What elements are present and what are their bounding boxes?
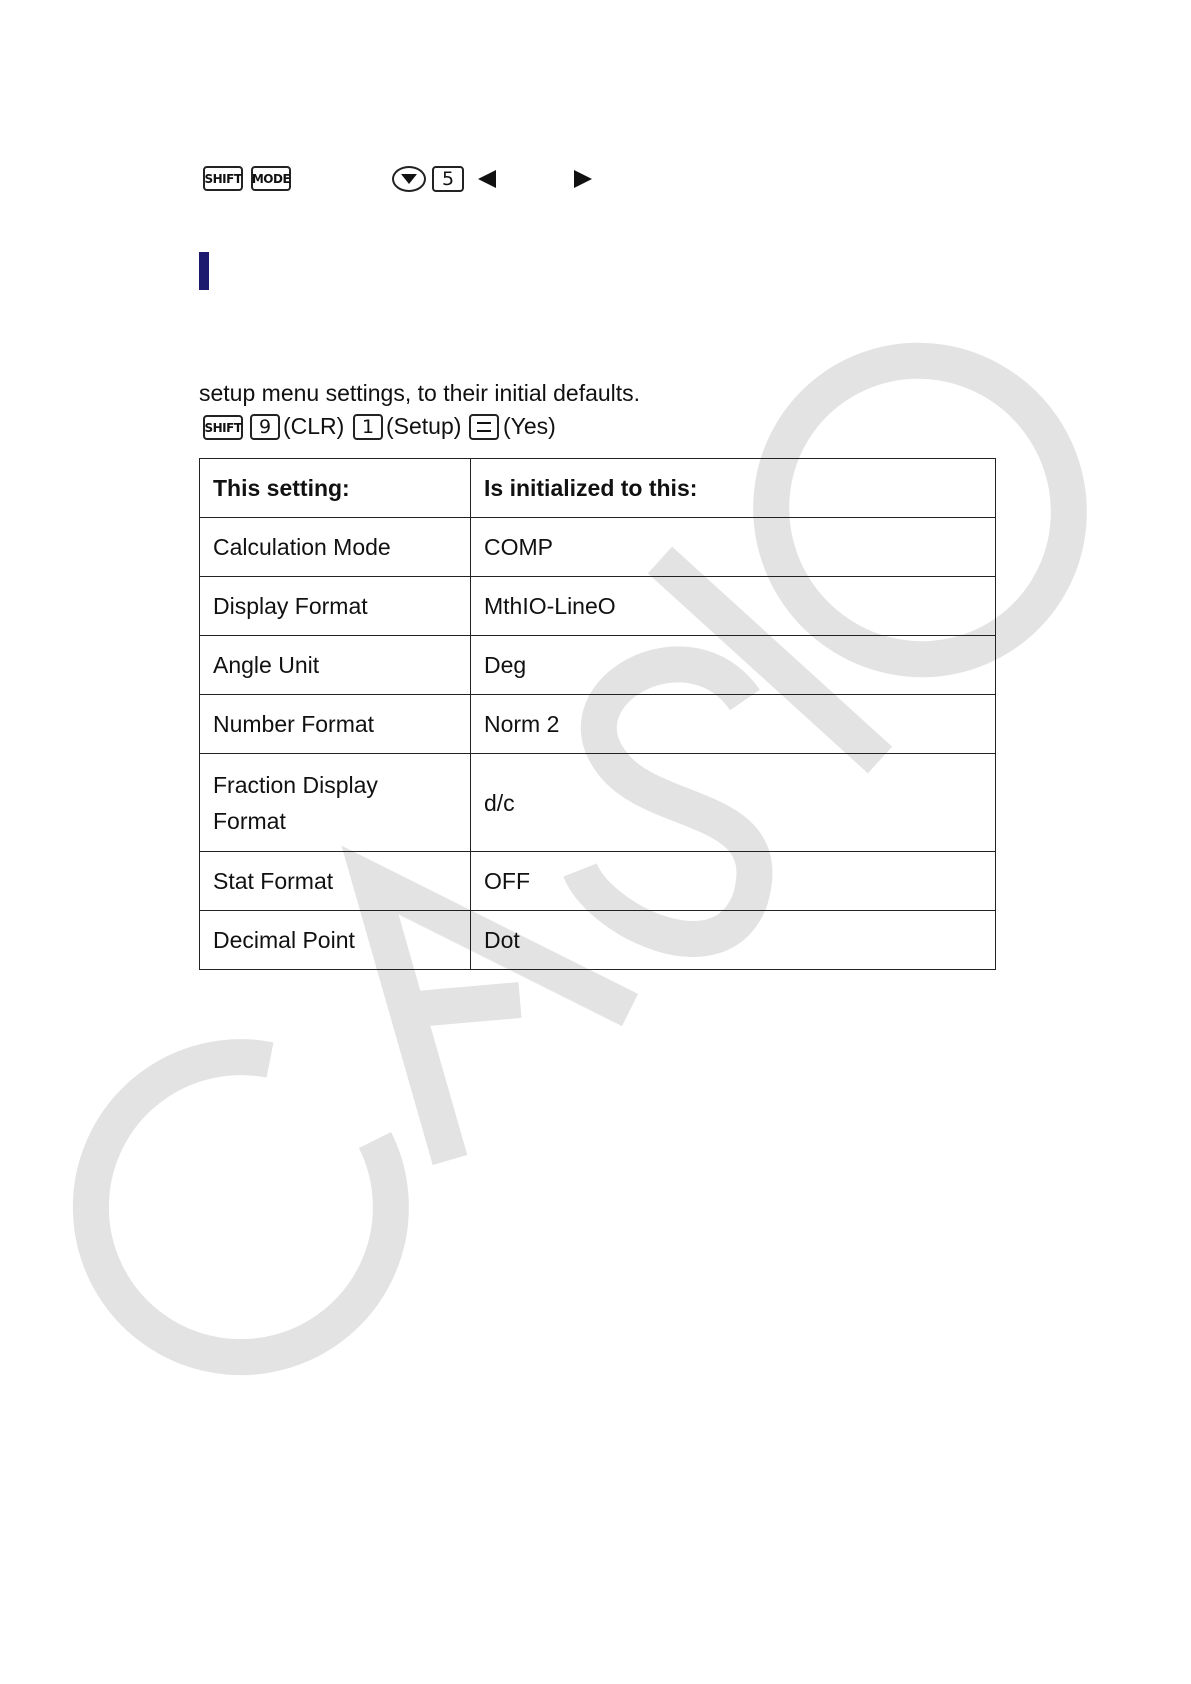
value-cell: MthIO-LineO — [471, 577, 996, 636]
right-arrow-icon — [574, 170, 592, 188]
yes-label: (Yes) — [503, 413, 556, 439]
equals-key — [469, 414, 499, 440]
table-row — [200, 852, 996, 911]
clr-label: (CLR) — [283, 413, 345, 439]
table-header-row — [200, 459, 996, 518]
value-cell: Norm 2 — [471, 695, 996, 754]
table-row — [200, 518, 996, 577]
setting-cell: Display Format — [200, 577, 471, 636]
table-row — [200, 911, 996, 970]
value-cell: Deg — [471, 636, 996, 695]
left-arrow-icon — [478, 170, 496, 188]
intro-text: setup menu settings, to their initial defaults. — [199, 380, 641, 406]
value-cell: Dot — [471, 911, 996, 970]
setting-cell: Calculation Mode — [200, 518, 471, 577]
reset-key-sequence — [199, 412, 799, 444]
key-1: 1 — [353, 414, 383, 440]
value-cell: d/c — [471, 754, 996, 852]
value-cell: OFF — [471, 852, 996, 911]
section-heading-bar — [199, 252, 209, 290]
settings-table — [199, 458, 996, 970]
table-row — [200, 695, 996, 754]
setting-cell: Decimal Point — [200, 911, 471, 970]
setting-cell: Angle Unit — [200, 636, 471, 695]
setup-label: (Setup) — [386, 413, 462, 439]
shift-key: SHIFT — [203, 415, 243, 440]
key-5: 5 — [432, 166, 464, 192]
shift-key: SHIFT — [203, 166, 243, 191]
column-header-initial-value: Is initialized to this: — [471, 459, 996, 518]
mode-key: MODE — [251, 166, 291, 191]
value-cell: COMP — [471, 518, 996, 577]
setting-cell: Number Format — [200, 695, 471, 754]
setting-cell — [200, 754, 471, 852]
key-9: 9 — [250, 414, 280, 440]
table-row — [200, 636, 996, 695]
table-row — [200, 754, 996, 852]
column-header-setting: This setting: — [200, 459, 471, 518]
setting-cell: Stat Format — [200, 852, 471, 911]
watermark-letter-c — [91, 1057, 391, 1357]
setting-text: Fraction Display Format — [213, 771, 378, 834]
table-row — [200, 577, 996, 636]
down-arrow-icon — [392, 166, 426, 192]
